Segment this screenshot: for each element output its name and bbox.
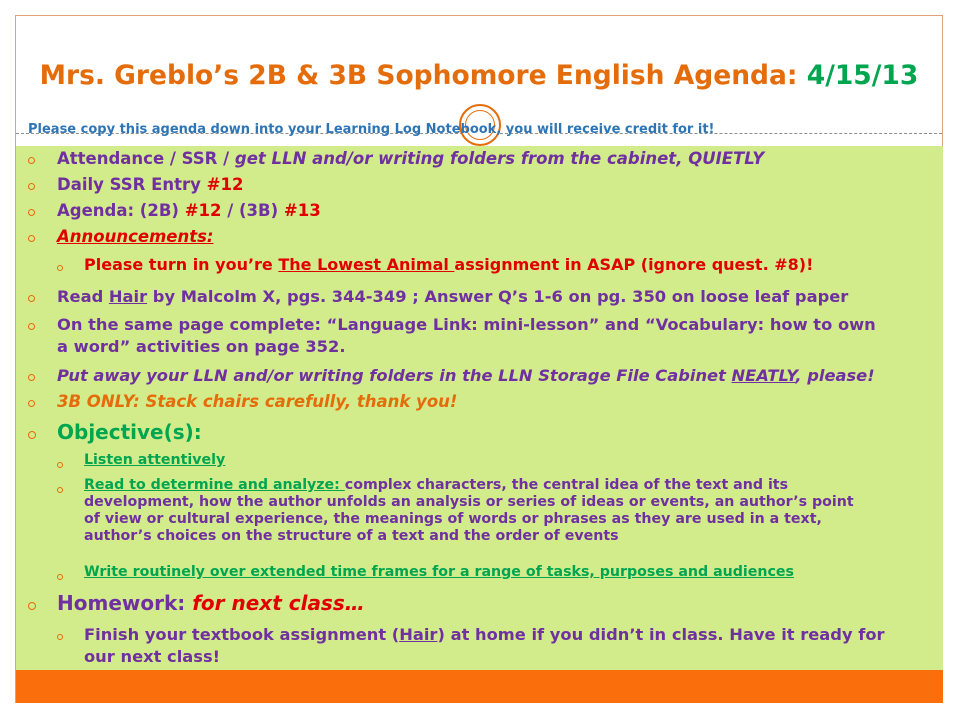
bullet-icon bbox=[28, 323, 35, 330]
list-item-same-page-line2: a word” activities on page 352. bbox=[57, 337, 346, 356]
bullet-icon bbox=[28, 157, 35, 164]
list-item-announcements: Announcements: bbox=[57, 227, 214, 246]
bullet-icon bbox=[57, 462, 63, 468]
objective-write: Write routinely over extended time frames for a range of tasks, purposes and audiences bbox=[84, 564, 794, 580]
objective-read-line1: Read to determine and analyze: complex characters, the central idea of the text and its bbox=[84, 477, 789, 493]
bullet-icon bbox=[28, 431, 36, 439]
sub-item-announcement: Please turn in you’re The Lowest Animal assignment in ASAP (ignore quest. #8)! bbox=[84, 255, 814, 274]
title-date: 4/15/13 bbox=[806, 60, 919, 91]
list-item-ssr: Daily SSR Entry #12 bbox=[57, 175, 244, 194]
bullet-icon bbox=[28, 209, 35, 216]
list-item-attendance: Attendance / SSR / get LLN and/or writing folders from the cabinet, QUIETLY bbox=[57, 149, 765, 168]
bullet-icon bbox=[28, 183, 35, 190]
objective-read-line3: of view or cultural experience, the meanings of words or phrases as they are used in a text, bbox=[84, 511, 822, 527]
bullet-icon bbox=[57, 487, 63, 493]
page-title bbox=[16, 60, 942, 91]
instruction-text: Please copy this agenda down into your Learning Log Notebook, you will receive credit for it! bbox=[28, 122, 715, 137]
bullet-icon bbox=[57, 634, 63, 640]
bullet-icon bbox=[28, 295, 35, 302]
bullet-icon bbox=[28, 374, 35, 381]
objective-read-line2: development, how the author unfolds an analysis or series of ideas or events, an author’s point bbox=[84, 494, 854, 510]
objective-listen: Listen attentively bbox=[84, 452, 226, 468]
bullet-icon bbox=[28, 235, 35, 242]
homework-sub-line1: Finish your textbook assignment (Hair) at home if you didn’t in class. Have it ready for bbox=[84, 625, 885, 644]
list-item-same-page-line1: On the same page complete: “Language Link: mini-lesson” and “Vocabulary: how to own bbox=[57, 315, 876, 334]
bullet-icon bbox=[28, 602, 36, 610]
list-item-put-away: Put away your LLN and/or writing folders in the LLN Storage File Cabinet NEATLY, please! bbox=[57, 366, 875, 385]
title-text: Mrs. Greblo’s 2B & 3B Sophomore English Agenda: bbox=[39, 60, 798, 91]
bullet-icon bbox=[57, 265, 63, 271]
list-item-agenda: Agenda: (2B) #12 / (3B) #13 bbox=[57, 201, 321, 220]
bullet-icon bbox=[57, 574, 63, 580]
objectives-heading: Objective(s): bbox=[57, 420, 202, 444]
homework-sub-line2: our next class! bbox=[84, 647, 221, 666]
list-item-read: Read Hair by Malcolm X, pgs. 344-349 ; Answer Q’s 1-6 on pg. 350 on loose leaf paper bbox=[57, 287, 849, 306]
list-item-stack: 3B ONLY: Stack chairs carefully, thank you! bbox=[57, 392, 458, 411]
objective-read-line4: author’s choices on the structure of a text and the order of events bbox=[84, 528, 619, 544]
footer-bar bbox=[16, 670, 943, 703]
homework-heading: Homework: for next class… bbox=[57, 591, 365, 615]
bullet-icon bbox=[28, 400, 35, 407]
